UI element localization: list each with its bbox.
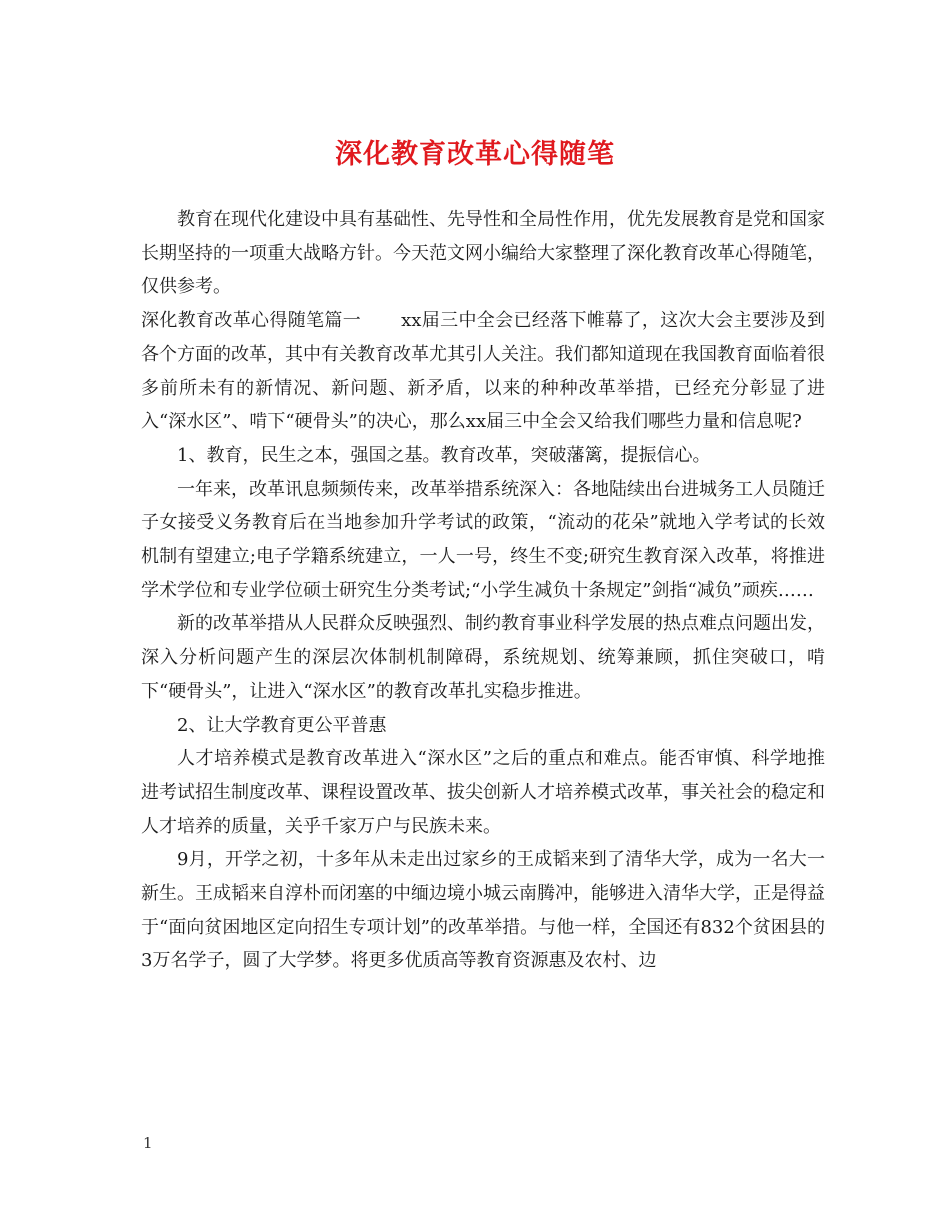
document-body [141, 203, 825, 978]
section-heading: 深化教育改革心得随笔篇一 [141, 310, 362, 332]
intro-paragraph: 教育在现代化建设中具有基础性、先导性和全局性作用，优先发展教育是党和国家长期坚持的一项重大战略方针。今天范文网小编给大家整理了深化教育改革心得随笔，仅供参考。 [141, 209, 825, 298]
point1-paragraph-2: 新的改革举措从人民群众反映强烈、制约教育事业科学发展的热点难点问题出发，深入分析问题产生的深层次体制机制障碍，系统规划、统筹兼顾，抓住突破口，啃下“硬骨头”，让进入“深水区”的教育改革扎实稳步推进。 [141, 613, 825, 702]
point1-heading: 1、教育，民生之本，强国之基。教育改革，突破藩篱，提振信心。 [177, 444, 711, 466]
page-number: 1 [143, 1134, 153, 1152]
section-paragraph-container [141, 304, 825, 439]
document-title: 深化教育改革心得随笔 [335, 139, 615, 170]
point1-paragraph-1: 一年来，改革讯息频频传来，改革举措系统深入：各地陆续出台进城务工人员随迁子女接受义务教育后在当地参加升学考试的政策，“流动的花朵”就地入学考试的长效机制有望建立;电子学籍系统建立，一人一号，终生不变;研究生教育深入改革，将推进学术学位和专业学位硕士研究生分类考试;“小学生减负十条规定”剑指“减负”顽疾…… [141, 478, 825, 601]
point2-paragraph-2: 9月，开学之初，十多年从未走出过家乡的王成韬来到了清华大学，成为一名大一新生。王成韬来自淳朴而闭塞的中缅边境小城云南腾冲，能够进入清华大学，正是得益于“面向贫困地区定向招生专项计划”的改革举措。与他一样，全国还有832个贫困县的3万名学子，圆了大学梦。将更多优质高等教育资源惠及农村、边 [141, 849, 825, 972]
point2-paragraph-1: 人才培养模式是教育改革进入“深水区”之后的重点和难点。能否审慎、科学地推进考试招生制度改革、课程设置改革、拔尖创新人才培养模式改革，事关社会的稳定和人才培养的质量，关乎千家万户与民族未来。 [141, 748, 825, 837]
point2-heading: 2、让大学教育更公平普惠 [177, 714, 387, 736]
section-paragraph: xx届三中全会已经落下帷幕了，这次大会主要涉及到各个方面的改革，其中有关教育改革尤其引人关注。我们都知道现在我国教育面临着很多前所未有的新情况、新问题、新矛盾，以来的种种改革举措，已经充分彰显了进入“深水区”、啃下“硬骨头”的决心，那么xx届三中全会又给我们哪些力量和信息呢? [141, 310, 825, 433]
